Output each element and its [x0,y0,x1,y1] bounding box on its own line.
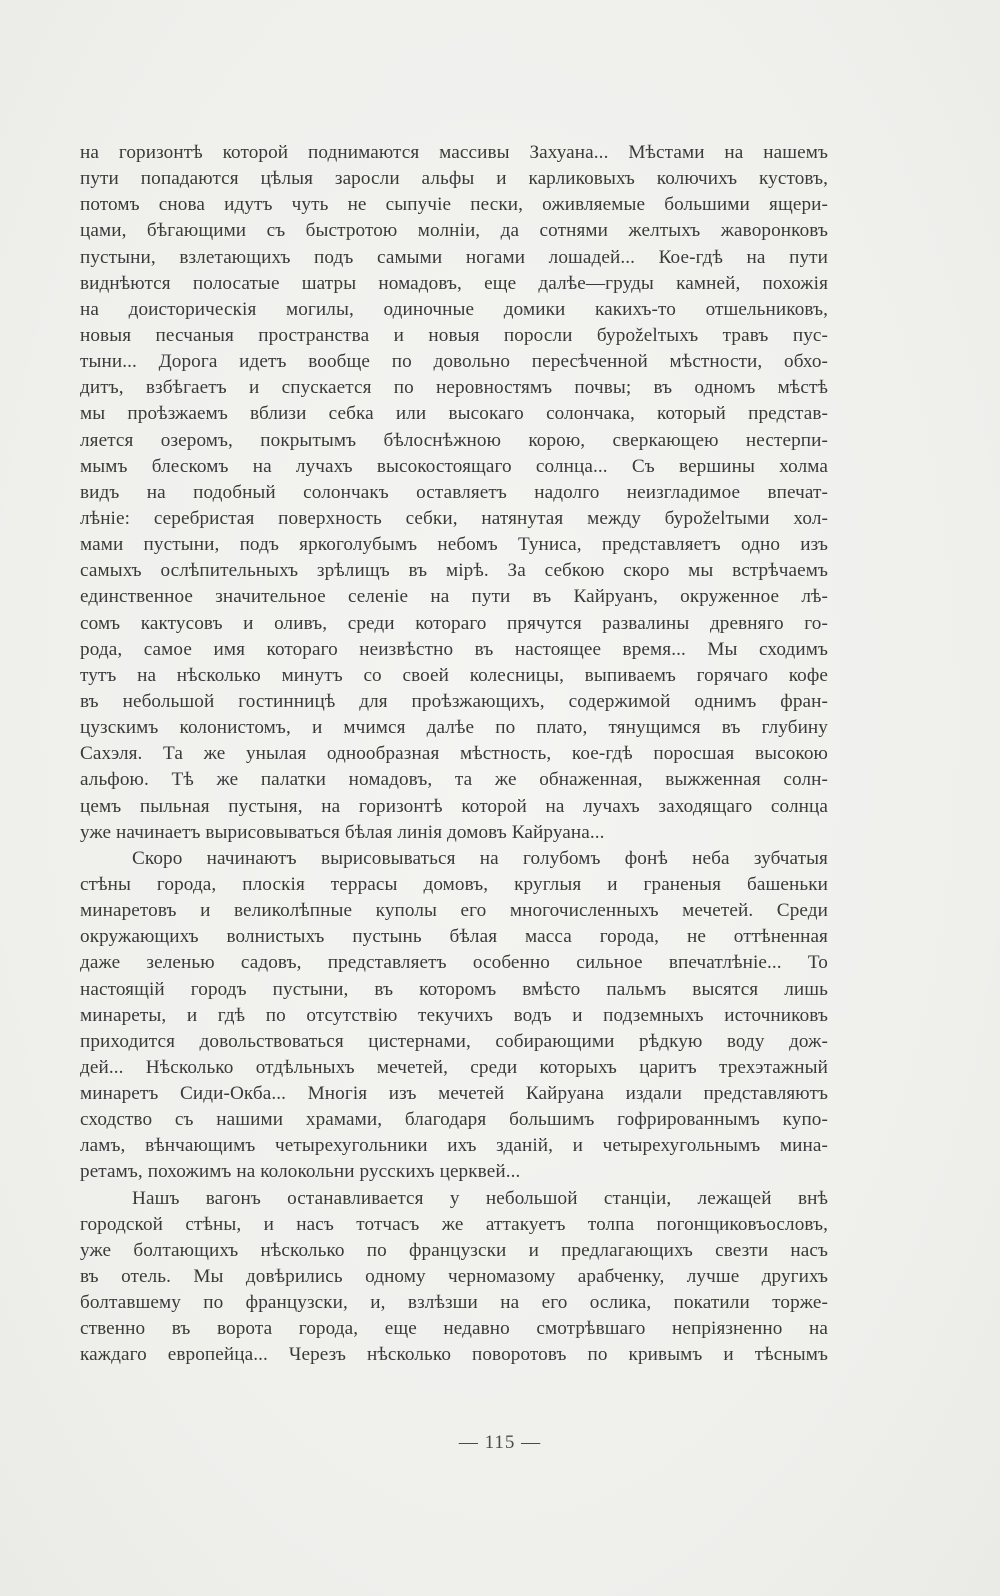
paragraph-2 [80,846,828,1186]
text-line: новыя песчаныя пространства и новыя поросли буроželтыхъ травъ пус- [80,324,828,346]
text-line: лѣніе: серебристая поверхность себки, натянутая между буроželтыми хол- [80,507,828,529]
text-line: уже начинаетъ вырисовываться бѣлая линія домовъ Кайруана... [80,821,605,843]
text-line: ственно въ ворота города, еще недавно смотрѣвшаго непріязненно на [80,1318,828,1340]
text-line: дитъ, взбѣгаетъ и спускается по неровностямъ почвы; въ одномъ мѣстѣ [80,377,828,399]
text-line: цами, бѣгающими съ быстротою молніи, да сотнями желтыхъ жаворонковъ [80,220,828,242]
text-line: городской стѣны, и насъ тотчасъ же аттакуетъ толпа погонщиковъословъ, [80,1213,828,1235]
text-line: на горизонтѣ которой поднимаются массивы Захуана... Мѣстами на нашемъ [80,142,828,163]
text-line: Сахэля. Та же унылая однообразная мѣстность, кое-гдѣ поросшая высокою [80,743,828,765]
text-line: пустыни, взлетающихъ подъ самыми ногами лошадей... Кое-гдѣ на пути [80,246,828,268]
text-line: минаретъ Сиди-Окба... Многія изъ мечетей Кайруана издали представляютъ [80,1083,828,1105]
text-line: сходство съ нашими храмами, благодаря большимъ гофрированнымъ купо- [80,1109,828,1131]
text-line: видъ на подобный солончакъ оставляетъ надолго неизгладимое впечат- [80,481,828,503]
text-line: цузскимъ колонистомъ, и мчимся далѣе по плато, тянущимся въ глубину [80,717,828,739]
text-line: самыхъ ослѣпительныхъ зрѣлищъ въ мірѣ. За себкою скоро мы встрѣчаемъ [80,560,828,582]
text-line: мы проѣзжаемъ вблизи себка или высокаго солончака, который представ- [80,403,828,425]
text-line: потомъ снова идутъ чуть не сыпучіе пески, оживляемые большими ящери- [80,194,828,216]
text-line: Скоро начинаютъ вырисовываться на голубомъ фонѣ неба зубчатыя [132,847,828,869]
text-line: на доисторическія могилы, одиночные домики какихъ-то отшельниковъ, [80,298,828,320]
paragraph-1 [80,140,828,846]
text-line: въ отель. Мы довѣрились одному черномазому арабченку, лучше другихъ [80,1266,828,1288]
text-line: виднѣются полосатые шатры номадовъ, еще далѣе—груды камней, похожія [80,272,828,294]
text-line: пути попадаются цѣлыя заросли альфы и карликовыхъ колючихъ кустовъ, [80,168,828,190]
text-line: минареты, и гдѣ по отсутствію текучихъ водъ и подземныхъ источниковъ [80,1004,828,1026]
paragraph-3 [80,1186,828,1369]
text-line: уже болтающихъ нѣсколько по французски и предлагающихъ свезти насъ [80,1239,828,1261]
text-line: сомъ кактусовъ и оливъ, среди котораго прячутся развалины древняго го- [80,612,828,634]
text-line: альфою. Тѣ же палатки номадовъ, та же обнаженная, выжженная солн- [80,769,828,791]
text-line: ретамъ, похожимъ на колокольни русскихъ церквей... [80,1161,521,1183]
text-line: Нашъ вагонъ останавливается у небольшой станціи, лежащей внѣ [132,1187,828,1209]
text-line: въ небольшой гостинницѣ для проѣзжающихъ, содержимой однимъ фран- [80,690,828,712]
text-line: ламъ, вѣнчающимъ четырехугольники ихъ зданій, и четырехугольнымъ мина- [80,1135,828,1157]
text-line: тутъ на нѣсколько минутъ со своей колесницы, выпиваемъ горячаго кофе [80,664,828,686]
text-line: мами пустыни, подъ яркоголубымъ небомъ Туниса, представляетъ одно изъ [80,534,828,556]
text-line: стѣны города, плоскія террасы домовъ, круглыя и граненыя башеньки [80,873,828,895]
text-line: каждаго европейца... Черезъ нѣсколько поворотовъ по кривымъ и тѣснымъ [80,1344,828,1366]
text-line: единственное значительное селеніе на пути въ Кайруанъ, окруженное лѣ- [80,586,828,608]
text-line: болтавшему по французски, и, взлѣзши на его ослика, покатили торже- [80,1292,828,1314]
text-line: тыни... Дорога идетъ вообще по довольно пересѣченной мѣстности, обхо- [80,351,828,373]
text-line: настоящій городъ пустыни, въ которомъ вмѣсто пальмъ высятся лишь [80,978,828,1000]
text-line: окружающихъ волнистыхъ пустынь бѣлая масса города, не оттѣненная [80,926,828,948]
text-line: минаретовъ и великолѣпные куполы его многочисленныхъ мечетей. Среди [80,900,828,922]
text-line: рода, самое имя котораго неизвѣстно въ настоящее время... Мы сходимъ [80,638,828,660]
body-text [80,140,828,1369]
text-line: цемъ пыльная пустыня, на горизонтѣ которой на лучахъ заходящаго солнца [80,795,828,817]
text-line: даже зеленью садовъ, представляетъ особенно сильное впечатлѣніе... То [80,952,828,974]
text-line: мымъ блескомъ на лучахъ высокостоящаго солнца... Съ вершины холма [80,455,828,477]
text-line: дей... Нѣсколько отдѣльныхъ мечетей, среди которыхъ царитъ трехэтажный [80,1056,828,1078]
page-number: — 115 — [458,1432,542,1453]
text-line: приходится довольствоваться цистернами, собирающими рѣдкую воду дож- [80,1030,828,1052]
text-line: ляется озеромъ, покрытымъ бѣлоснѣжною корою, сверкающею нестерпи- [80,429,828,451]
